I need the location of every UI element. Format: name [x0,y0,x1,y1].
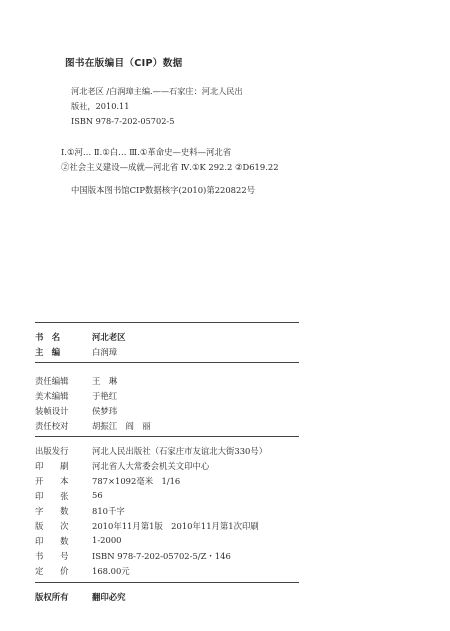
editor-value-3: 侯梦玮 [92,406,118,416]
divider-top [35,322,299,323]
pub-value-2: 河北省人大常委会机关文印中心 [92,461,210,471]
pub-value-6: 2010年11月第1版 2010年11月第1次印刷 [92,521,259,531]
chief-editor-key: 主 编 [35,347,61,357]
cip-subject-line-1: Ⅰ.①河… Ⅱ.①白… Ⅲ.①革命史—史料—河北省 [61,147,232,157]
pub-key-2: 印 刷 [35,461,69,471]
cip-line-2: 版社，2010.11 [71,101,130,111]
pub-key-6: 版 次 [35,521,69,531]
chief-editor-value: 白润璋 [92,347,118,357]
editor-value-4: 胡振江 阎 丽 [92,421,151,431]
cip-line-3: ISBN 978-7-202-05702-5 [71,116,175,126]
cip-record-line: 中国版本图书馆CIP数据核字(2010)第220822号 [71,185,256,195]
editor-key-1: 责任编辑 [35,376,69,386]
pub-value-8: ISBN 978-7-202-05702-5/Z・146 [92,551,231,561]
book-title-key: 书 名 [35,332,61,342]
copyright-key: 版权所有 [35,592,69,602]
editor-key-2: 美术编辑 [35,391,69,401]
editor-value-2: 于艳红 [92,391,118,401]
editor-key-3: 装帧设计 [35,406,69,416]
copyright-value: 翻印必究 [92,592,126,602]
cip-subject-line-2: ②社会主义建设—成就—河北省 Ⅳ.①K 292.2 ②D619.22 [61,162,279,172]
pub-key-1: 出版发行 [35,446,69,456]
editor-key-4: 责任校对 [35,421,69,431]
cip-line-1: 河北老区 /白润璋主编.——石家庄：河北人民出 [71,86,243,96]
pub-key-3: 开 本 [35,476,69,486]
pub-value-7: 1-2000 [92,535,122,545]
book-title-value: 河北老区 [92,332,126,342]
pub-value-4: 56 [92,490,103,500]
divider-book [35,362,299,363]
cip-title: 图书在版编目（CIP）数据 [65,58,183,69]
pub-key-8: 书 号 [35,551,69,561]
editor-value-1: 王 琳 [92,376,118,386]
pub-key-7: 印 数 [35,536,69,546]
divider-editors [35,436,299,437]
pub-value-9: 168.00元 [92,566,130,576]
pub-key-4: 印 张 [35,491,69,501]
pub-value-5: 810千字 [92,506,125,516]
pub-key-9: 定 价 [35,566,69,576]
pub-value-1: 河北人民出版社（石家庄市友谊北大街330号） [92,446,268,456]
pub-key-5: 字 数 [35,506,69,516]
pub-value-3: 787×1092毫米 1/16 [92,476,181,486]
divider-bottom [35,582,299,583]
